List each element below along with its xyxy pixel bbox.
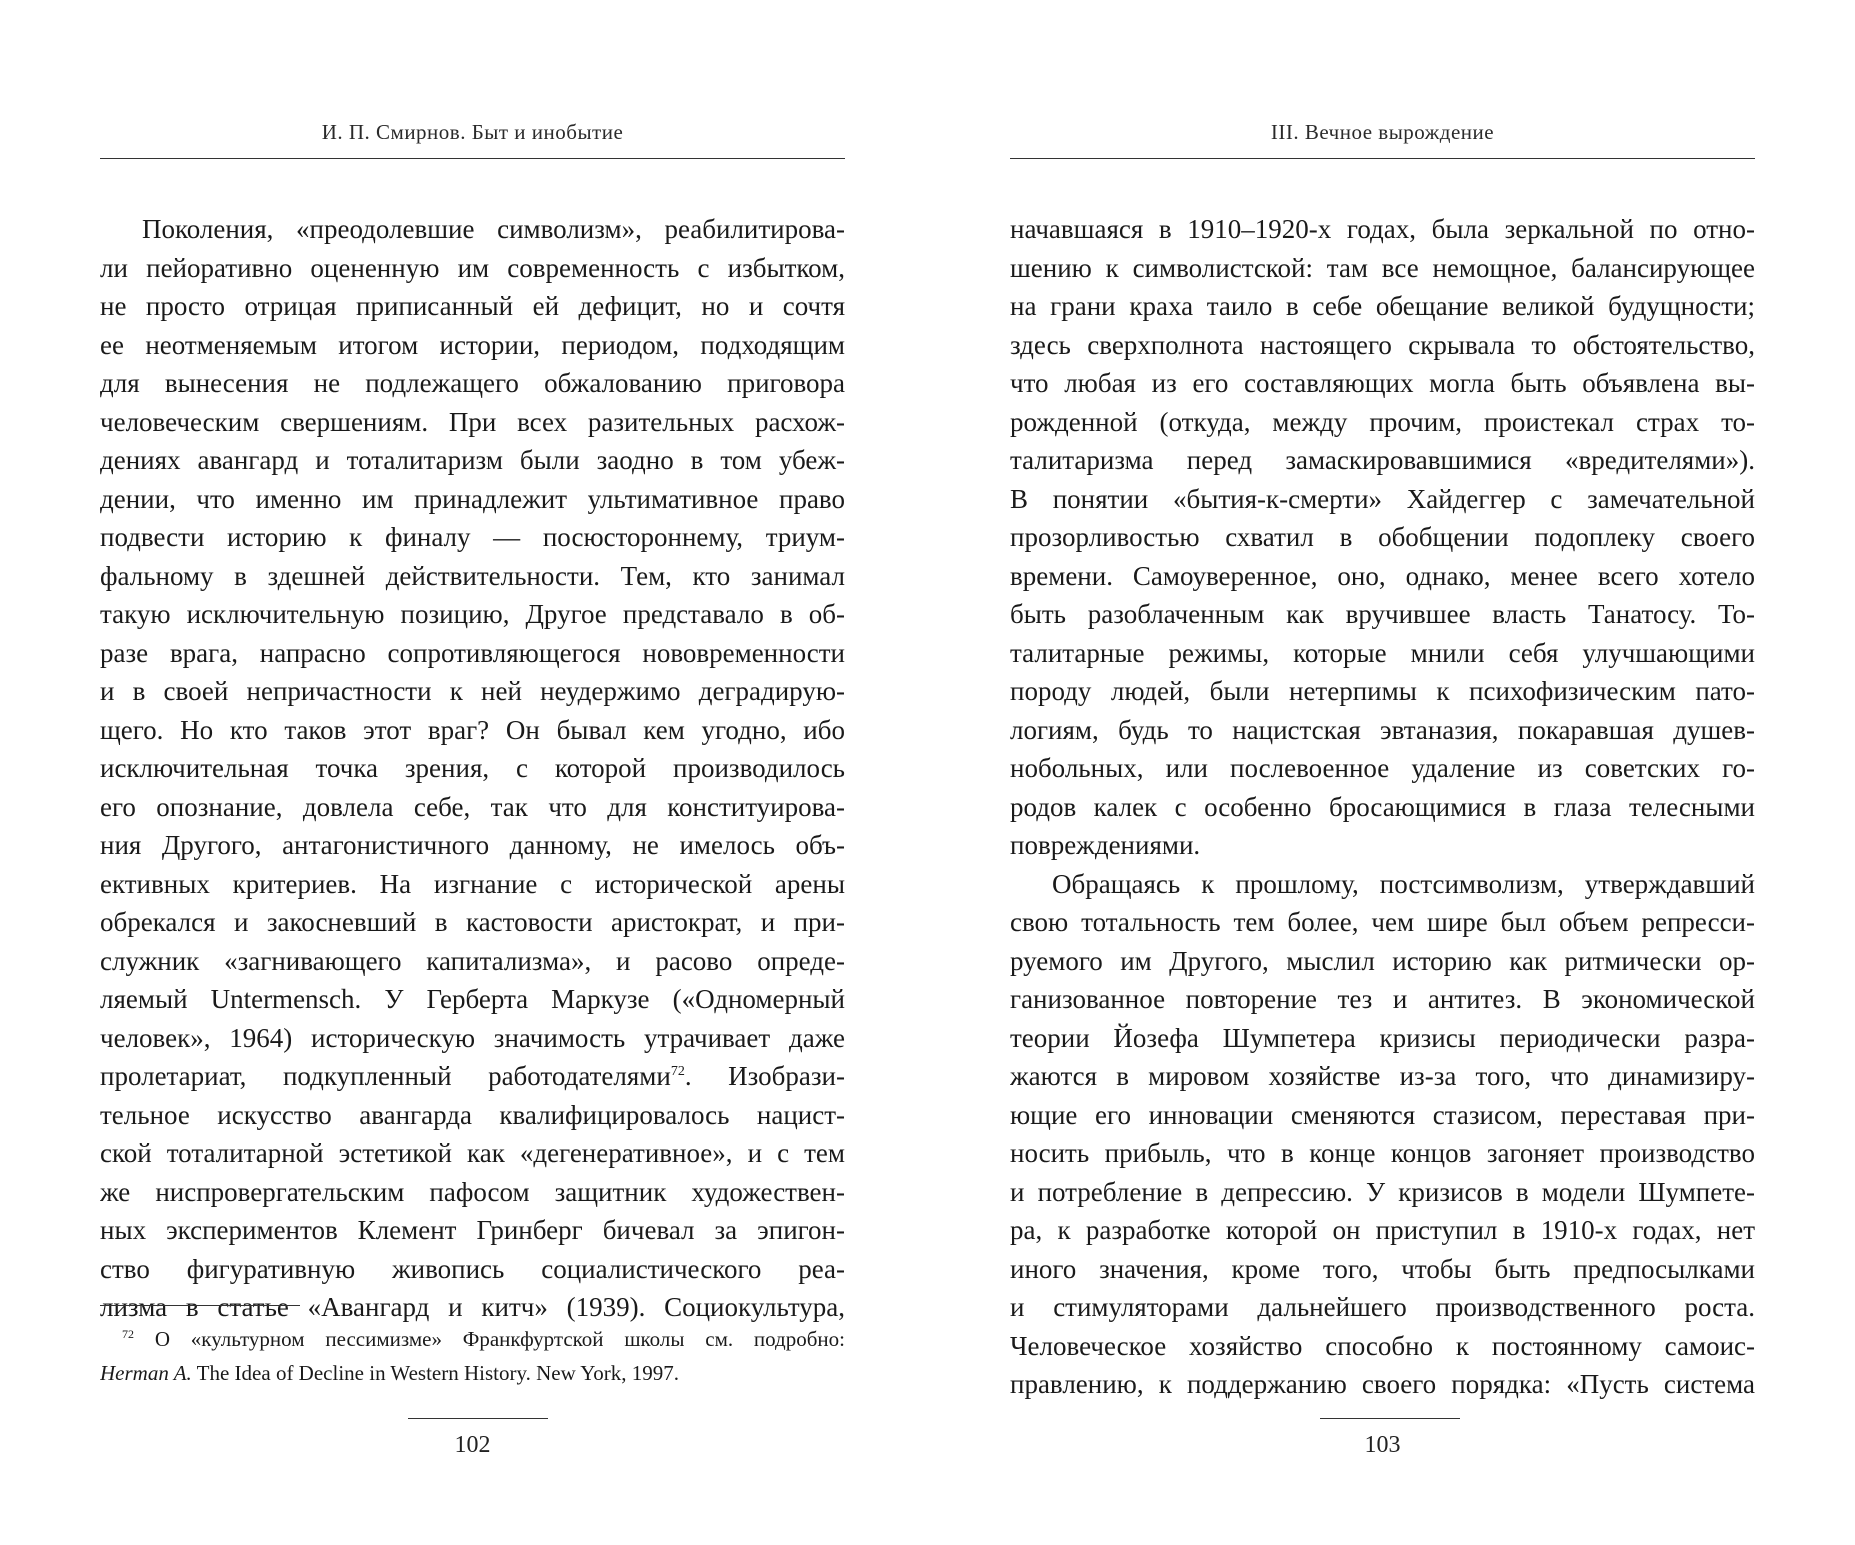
- text-line: ективных критериев. На изгнание с исторической арены: [100, 868, 845, 899]
- folio-rule: [408, 1418, 548, 1419]
- text-line: подвести историю к финалу — посюстороннему, триум-: [100, 522, 845, 552]
- text-line: талитарные режимы, которые мнили себя улучшающими: [1010, 637, 1755, 668]
- text-line: ющие его инновации сменяются стазисом, переставая при-: [1010, 1099, 1755, 1130]
- footnote-reference[interactable]: 72: [670, 1064, 685, 1079]
- text-segment: . Изобрази-: [684, 1061, 845, 1091]
- left-head-rule: [100, 158, 845, 159]
- footnote-marker: 72: [122, 1327, 134, 1341]
- text-line: прозорливостью схватил в обобщении подоплеку своего: [1010, 522, 1755, 552]
- text-line: и потребление в депрессию. У кризисов в модели Шумпете-: [1010, 1176, 1755, 1207]
- text-line: свою тотальность тем более, чем шире был объем репресси-: [1010, 907, 1755, 937]
- text-line: ганизованное повторение тез и антитез. В экономической: [1010, 984, 1755, 1014]
- text-line: на грани краха таило в себе обещание великой будущности;: [1010, 291, 1755, 321]
- text-line: и в своей непричастности к ней неудержимо деградирую-: [100, 676, 845, 706]
- right-running-head: III. Вечное вырождение: [1270, 120, 1495, 144]
- left-running-head: И. П. Смирнов. Быт и инобытие: [321, 120, 624, 144]
- text-line: носить прибыль, что в конце концов загоняет производство: [1010, 1138, 1755, 1168]
- text-line: времени. Самоуверенное, оно, однако, менее всего хотело: [1010, 560, 1755, 591]
- text-line: породу людей, были нетерпимы к психофизическим пато-: [1010, 676, 1755, 706]
- text-line: что любая из его составляющих могла быть объявлена вы-: [1010, 368, 1755, 398]
- text-line: дениях авангард и тоталитаризм были заодно в том убеж-: [100, 445, 845, 475]
- text-line: тельное искусство авангарда квалифицировалось нацист-: [100, 1099, 845, 1130]
- text-line: человеческим свершениям. При всех разительных расхож-: [100, 406, 845, 437]
- page-number: 103: [1364, 1432, 1401, 1458]
- text-line: теории Йозефа Шумпетера кризисы периодически разра-: [1010, 1022, 1755, 1053]
- text-line: шению к символистской: там все немощное, балансирующее: [1010, 252, 1755, 283]
- text-line: Человеческое хозяйство способно к постоянному самоис-: [1010, 1330, 1755, 1361]
- text-line: ее неотменяемым итогом истории, периодом, подходящим: [100, 329, 845, 360]
- text-line: фальному в здешней действительности. Тем, кто занимал: [100, 560, 845, 591]
- text-line: ской тоталитарной эстетикой как «дегенеративное», и с тем: [100, 1138, 845, 1168]
- text-line: В понятии «бытия-к-смерти» Хайдеггер с замечательной: [1010, 483, 1755, 514]
- text-line: и стимуляторами дальнейшего производственного роста.: [1010, 1292, 1755, 1322]
- text-segment: пролетариат, подкупленный работодателями: [100, 1061, 671, 1091]
- text-line: ство фигуративную живопись социалистического реа-: [100, 1253, 845, 1284]
- text-line: служник «загнивающего капитализма», и расово опреде-: [100, 945, 845, 976]
- text-line: ли пейоративно оцененную им современность с избытком,: [100, 252, 845, 283]
- text-line: повреждениями.: [1010, 830, 1201, 860]
- text-line: Поколения, «преодолевшие символизм», реабилитирова-: [142, 214, 845, 244]
- left-body-text: [100, 210, 845, 1327]
- text-line: талитаризма перед замаскировавшимися «вредителями»).: [1010, 445, 1755, 475]
- text-line: иного значения, кроме того, чтобы быть предпосылками: [1010, 1253, 1755, 1284]
- footnote-line: [100, 1356, 845, 1390]
- text-line: жаются в мировом хозяйстве из-за того, что динамизиру-: [1010, 1061, 1755, 1091]
- text-line: обрекался и закосневший в кастовости аристократ, и при-: [100, 907, 845, 937]
- text-line: родов калек с особенно бросающимися в глаза телесными: [1010, 791, 1755, 822]
- footnote: [100, 1322, 845, 1390]
- text-line: здесь сверхполнота настоящего скрывала то обстоятельство,: [1010, 329, 1755, 360]
- text-line: дении, что именно им принадлежит ультимативное право: [100, 483, 845, 514]
- text-line: ляемый Untermensch. У Герберта Маркузе («Одномерный: [100, 984, 845, 1014]
- footnote-text: О «культурном пессимизме» Франкфуртской школы см. подробно:: [154, 1327, 845, 1351]
- text-line: лизма в статье «Авангард и китч» (1939). Социокультура,: [100, 1292, 845, 1322]
- text-line: исключительная точка зрения, с которой производилось: [100, 753, 845, 783]
- footnote-author: Herman A.: [100, 1361, 192, 1385]
- text-line: ных экспериментов Клемент Гринберг бичевал за эпигон-: [100, 1215, 845, 1245]
- text-line: ния Другого, антагонистичного данному, не имелось объ-: [100, 830, 845, 860]
- text-line: начавшаяся в 1910–1920-х годах, была зеркальной по отно-: [1010, 214, 1755, 244]
- text-line: рожденной (откуда, между прочим, проистекал страх то-: [1010, 406, 1755, 437]
- right-body-text: [1010, 210, 1755, 1404]
- footnote-rule: [100, 1305, 300, 1306]
- text-line: такую исключительную позицию, Другое представало в об-: [100, 599, 845, 629]
- text-line: разе врага, напрасно сопротивляющегося нововременности: [100, 637, 845, 668]
- footnote-line: [100, 1322, 845, 1356]
- text-line: логиям, будь то нацистская эвтаназия, покаравшая душев-: [1010, 714, 1755, 745]
- text-line: человек», 1964) историческую значимость утрачивает даже: [100, 1022, 845, 1053]
- right-head-rule: [1010, 158, 1755, 159]
- text-line: быть разоблаченным как вручившее власть Танатосу. То-: [1010, 599, 1755, 629]
- text-line: ра, к разработке которой он приступил в 1910-х годах, нет: [1010, 1215, 1755, 1245]
- text-line: нобольных, или послевоенное удаление из советских го-: [1010, 753, 1755, 783]
- text-line: щего. Но кто таков этот враг? Он бывал кем угодно, ибо: [100, 714, 845, 745]
- text-line: не просто отрицая приписанный ей дефицит, но и сочтя: [100, 291, 845, 321]
- text-line: правлению, к поддержанию своего порядка: «Пусть система: [1010, 1369, 1755, 1399]
- text-line: для вынесения не подлежащего обжалованию приговора: [100, 368, 845, 398]
- text-line: Обращаясь к прошлому, постсимволизм, утверждавший: [1052, 868, 1755, 899]
- folio-rule: [1320, 1418, 1460, 1419]
- text-line: руемого им Другого, мыслил историю как ритмически ор-: [1010, 945, 1755, 976]
- text-line: же ниспровергательским пафосом защитник художествен-: [100, 1176, 845, 1207]
- text-line: его опознание, довлела себе, так что для конституирова-: [100, 791, 845, 822]
- footnote-text: The Idea of Decline in Western History. New York, 1997.: [196, 1361, 680, 1385]
- text-line-with-footnote-ref: [100, 1057, 845, 1096]
- page-number: 102: [454, 1432, 491, 1458]
